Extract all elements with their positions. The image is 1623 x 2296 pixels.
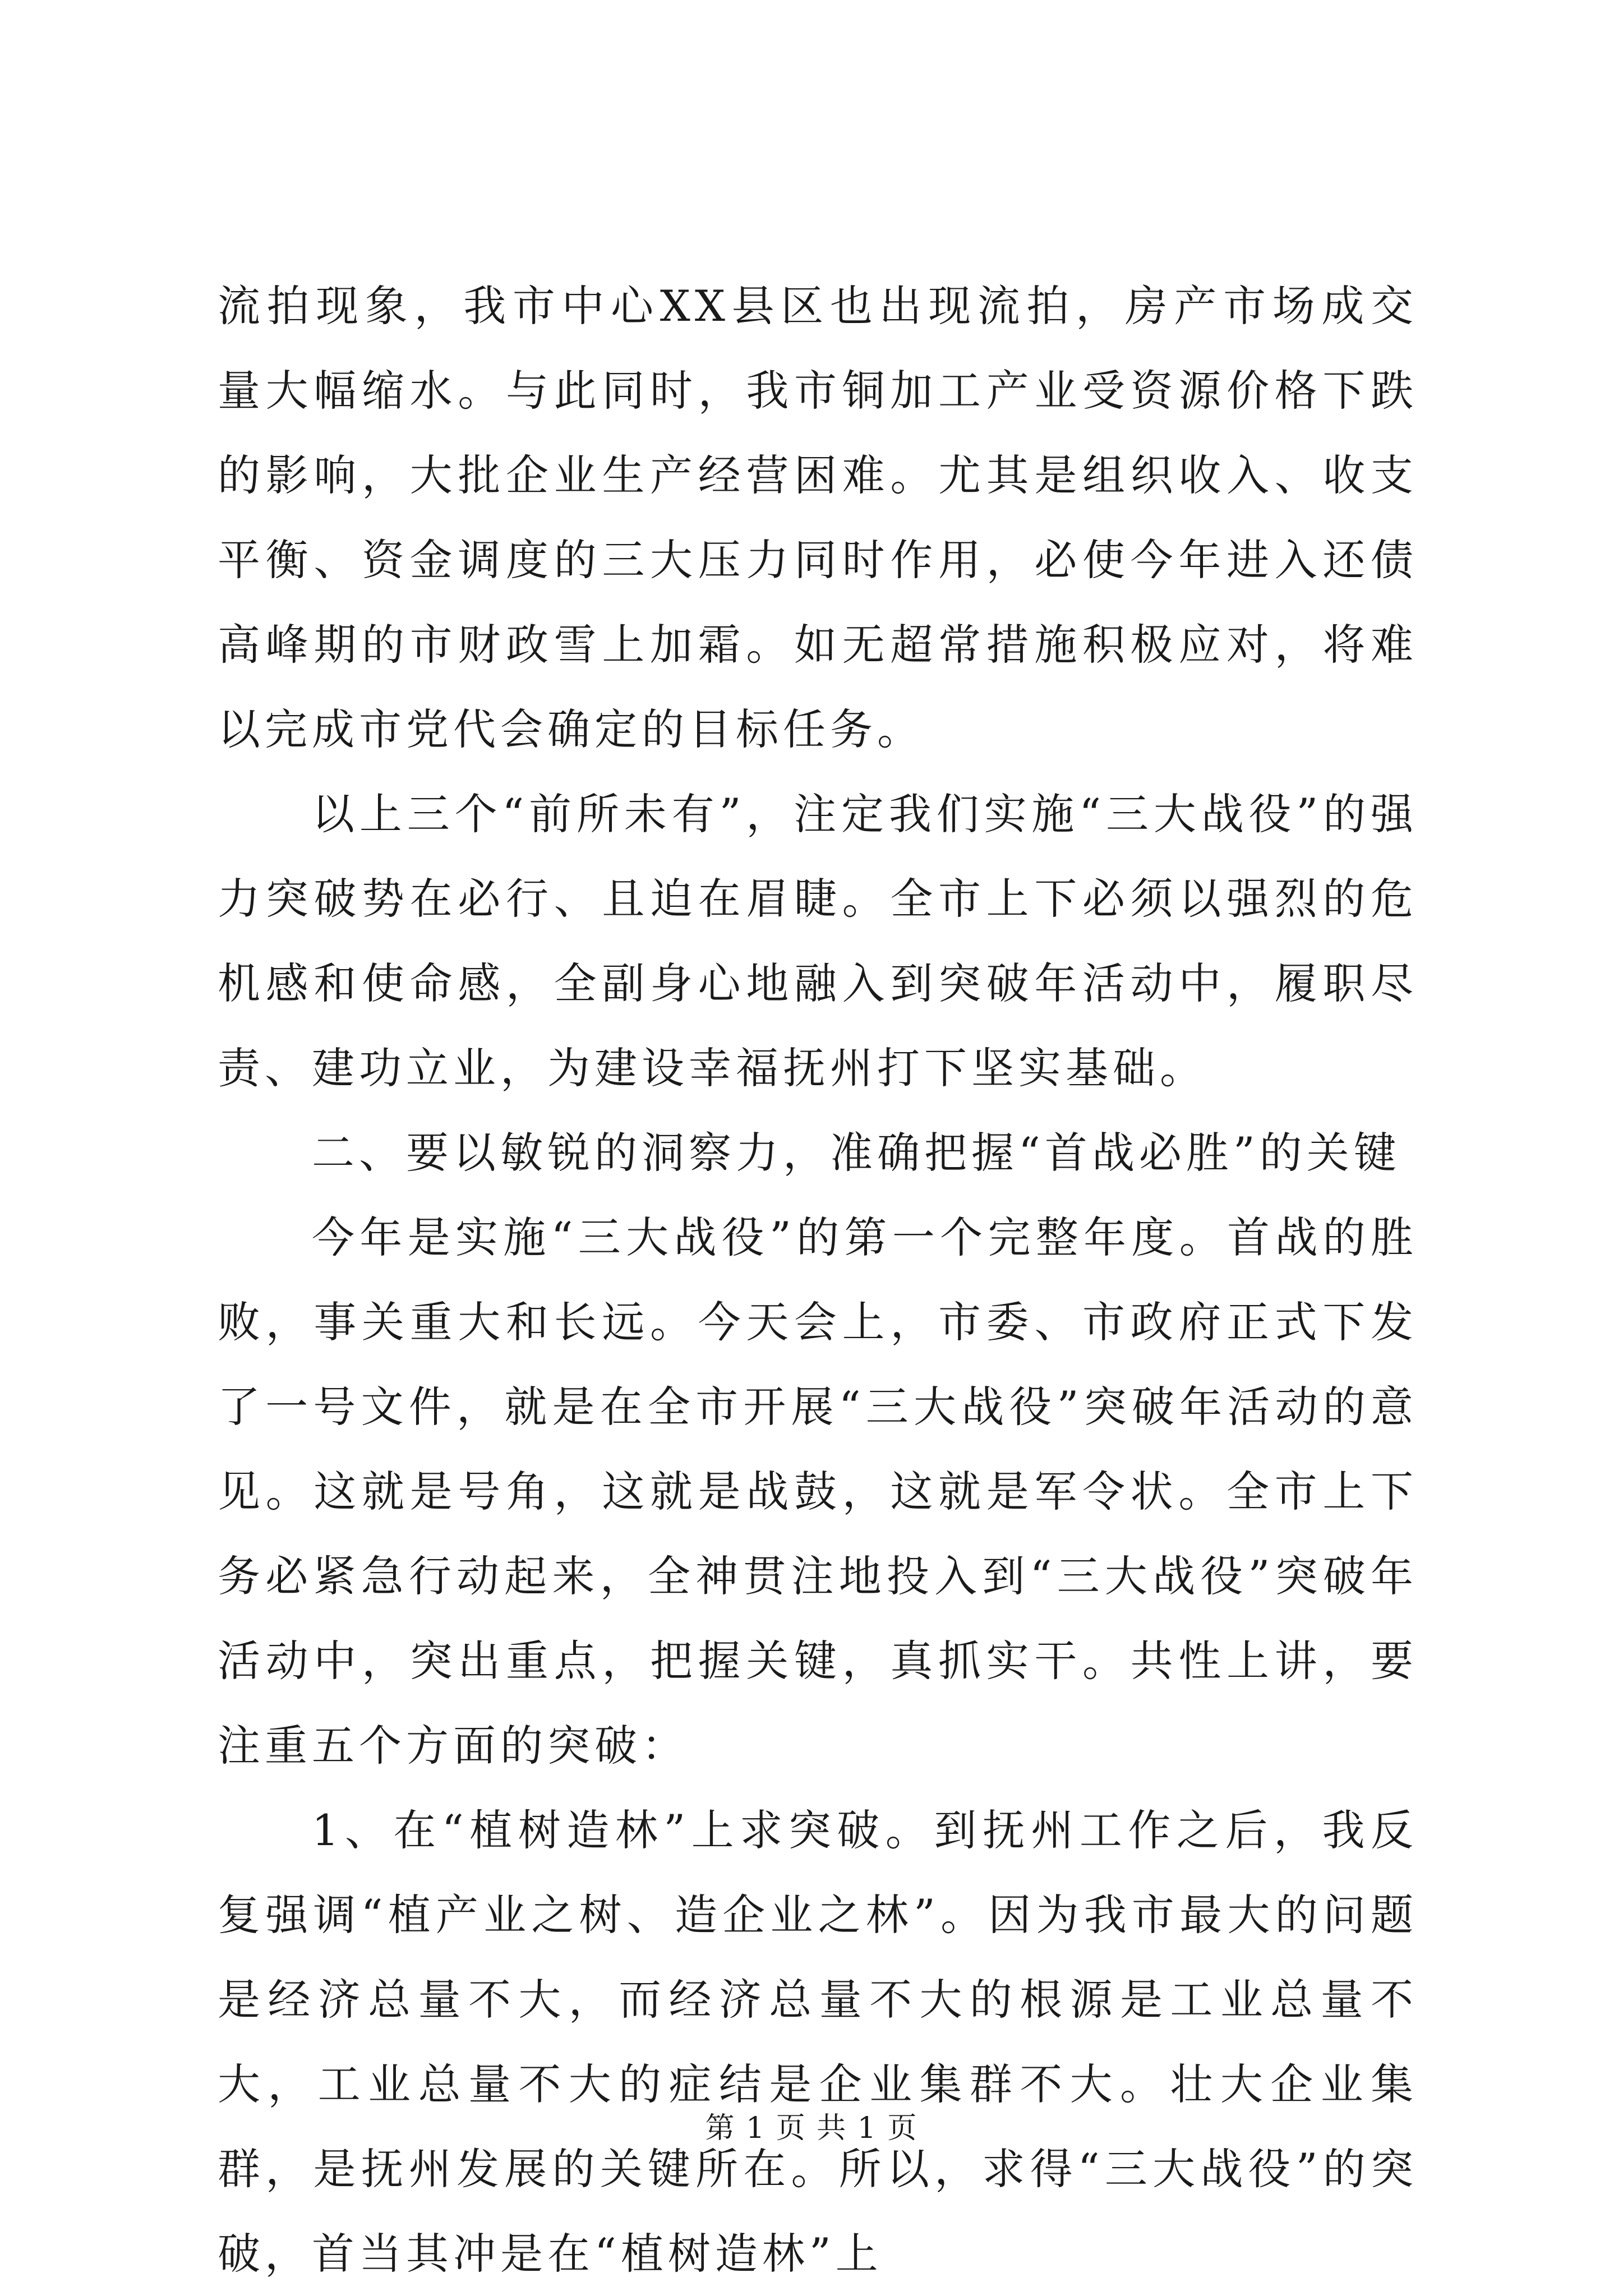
page-footer: 第 1 页 共 1 页 [705, 2111, 918, 2145]
paragraph-2: 以上三个“前所未有”，注定我们实施“三大战役”的强力突破势在必行、且迫在眉睫。全市上下必须以强烈的危机感和使命感，全副身心地融入到突破年活动中，履职尽责、建功立业，为建设幸福抚州打下坚实基础。 [218, 789, 1418, 1093]
section-heading: 二、要以敏锐的洞察力，准确把握“首战必胜”的关键 [312, 1128, 1401, 1178]
document-body [218, 264, 1418, 2296]
paragraph-3: 今年是实施“三大战役”的第一个完整年度。首战的胜败，事关重大和长远。今天会上，市委、市政府正式下发了一号文件，就是在全市开展“三大战役”突破年活动的意见。这就是号角，这就是战鼓，这就是军令状。全市上下务必紧急行动起来，全神贯注地投入到“三大战役”突破年活动中，突出重点，把握关键，真抓实干。共性上讲，要注重五个方面的突破： [218, 1212, 1418, 1771]
paragraph-4: 1、在“植树造林”上求突破。到抚州工作之后，我反复强调“植产业之树、造企业之林”。因为我市最大的问题是经济总量不大，而经济总量不大的根源是工业总量不大，工业总量不大的症结是企业集群不大。壮大企业集群，是抚州发展的关键所在。所以，求得“三大战役”的突破，首当其冲是在“植树造林”上 [218, 1805, 1418, 2279]
paragraph-1: 流拍现象，我市中心XX县区也出现流拍，房产市场成交量大幅缩水。与此同时，我市铜加工产业受资源价格下跌的影响，大批企业生产经营困难。尤其是组织收入、收支平衡、资金调度的三大压力同时作用，必使今年进入还债高峰期的市财政雪上加霜。如无超常措施积极应对，将难以完成市党代会确定的目标任务。 [218, 281, 1418, 754]
